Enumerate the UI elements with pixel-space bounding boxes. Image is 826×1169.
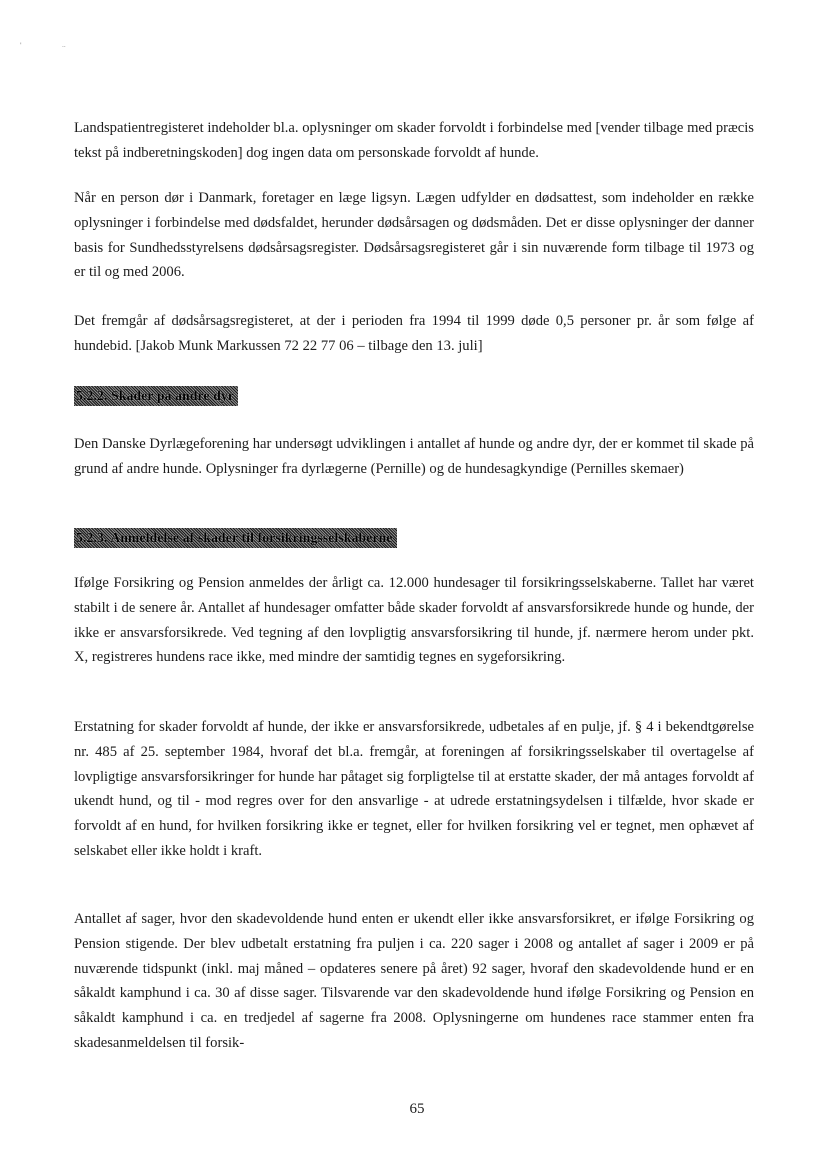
scan-mark: .. <box>62 42 66 49</box>
paragraph-dyrlaegeforening: Den Danske Dyrlægeforening har undersøgt udviklingen i antallet af hunde og andre dyr, der er kommet til skade på grund af andre hunde. Oplysninger fra dyrlægerne (Pernille) og de hundesagkyndige (Pernilles skemaer) <box>74 436 754 477</box>
paragraph-antallet-af-sager: Antallet af sager, hvor den skadevoldende hund enten er ukendt eller ikke ansvarsforsikret, er ifølge Forsikring og Pension stigende. Der blev udbetalt erstatning fra puljen i ca. 220 sager i 2008 og antallet af sager i 2009 er på nuværende tidspunkt (inkl. maj måned – opdateres senere på året) 92 sager, hvoraf den skadevoldende hund er en såkaldt kamphund i ca. 30 af disse sager. Tilsvarende var den skadevoldende hund ifølge Forsikring og Pension en såkaldt kamphund i ca. en tredjedel af sagerne fra 2008. Oplysningerne om hundenes race stammer enten fra skadesanmeldelsen til forsik- <box>74 911 754 1051</box>
section-heading-anmeldelse-af-skader <box>74 528 397 548</box>
paragraph-erstatning: Erstatning for skader forvoldt af hunde, der ikke er ansvarsforsikrede, udbetales af en pulje, jf. § 4 i bekendtgørelse nr. 485 af 25. september 1984, hvoraf det bl.a. fremgår, at foreningen af forsikringsselskaber til overtagelse af lovpligtige ansvarsforsikringer for hunde har påtaget sig forpligtelse til at erstatte skader, der må antages forvoldt af ukendt hund, og til - mod regres over for den ansvarlige - at udrede erstatningsydelsen i tilfælde, hvor skade er forvoldt af en hund, for hvilken forsikring ikke er tegnet, eller for hvilken forsikring vel er tegnet, men ophævet af selskabet eller ikke holdt i kraft. <box>74 719 754 859</box>
heading-text: 5.2.2. Skader på andre dyr <box>76 388 235 403</box>
scan-mark: ' <box>20 42 22 49</box>
paragraph-forsikring-og-pension: Ifølge Forsikring og Pension anmeldes der årligt ca. 12.000 hundesager til forsikringsselskaberne. Tallet har været stabilt i de senere år. Antallet af hundesager omfatter både skader forvoldt af ansvarsforsikrede hunde og hunde, der ikke er ansvarsforsikrede. Ved tegning af den lovpligtig ansvarsforsikring til hunde, jf. nærmere herom under pkt. X, registreres hundens race ikke, med mindre der samtidig tegnes en sygeforsikring. <box>74 575 754 666</box>
paragraph-doedsattest: Når en person dør i Danmark, foretager en læge ligsyn. Lægen udfylder en dødsattest, som indeholder en række oplysninger i forbindelse med dødsfaldet, herunder dødsårsagen og dødsmåden. Det er disse oplysninger der danner basis for Sundhedsstyrelsens dødsårsagsregister. Dødsårsagsregisteret går i sin nuværende form tilbage til 1973 og er til og med 2006. <box>74 190 754 281</box>
heading-text: 5.2.3. Anmeldelse af skader til forsikringsselskaberne <box>76 530 393 545</box>
page-number: 65 <box>409 1101 425 1117</box>
paragraph-doedsaarsagsregister: Det fremgår af dødsårsagsregisteret, at der i perioden fra 1994 til 1999 døde 0,5 personer pr. år som følge af hundebid. [Jakob Munk Markussen 72 22 77 06 – tilbage den 13. juli] <box>74 313 754 354</box>
section-heading-skader-paa-andre-dyr <box>74 386 238 406</box>
paragraph-landspatientregisteret: Landspatientregisteret indeholder bl.a. oplysninger om skader forvoldt i forbindelse med [vender tilbage med præcis tekst på indberetningskoden] dog ingen data om personskade forvoldt af hunde. <box>74 120 754 161</box>
